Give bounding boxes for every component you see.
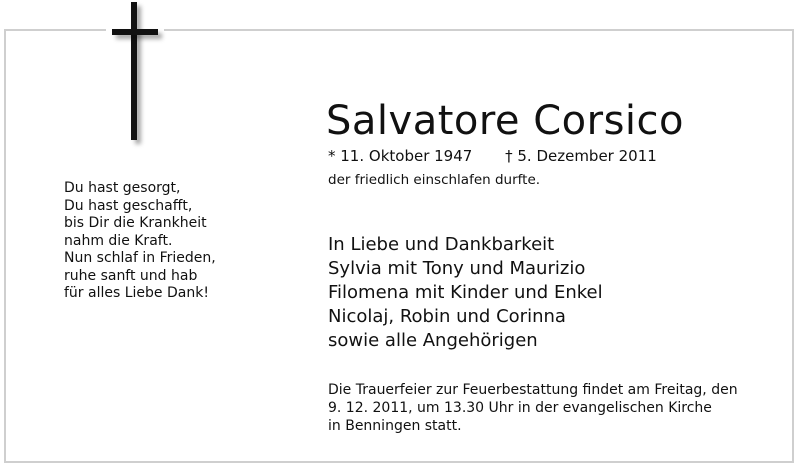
service-info: [328, 381, 738, 435]
birth-date: * 11. Oktober 1947: [328, 147, 473, 165]
cross-vertical-beam: [131, 2, 137, 140]
mourners-line: Sylvia mit Tony und Maurizio: [328, 258, 586, 279]
mourners-line: Nicolaj, Robin und Corinna: [328, 306, 566, 327]
mourners-line: Filomena mit Kinder und Enkel: [328, 282, 603, 303]
poem-line: Du hast geschafft,: [64, 197, 193, 214]
subline: der friedlich einschlafen durfte.: [328, 172, 541, 188]
mourners: [328, 233, 603, 353]
cross-horizontal-beam: [112, 29, 158, 35]
poem-line: bis Dir die Krankheit: [64, 215, 207, 231]
life-dates: [328, 147, 657, 165]
poem-line: nahm die Kraft.: [64, 232, 173, 249]
poem: [64, 180, 216, 303]
mourners-line: sowie alle Angehörigen: [328, 330, 538, 351]
deceased-name: Salvatore Corsico: [326, 98, 685, 144]
service-line: 9. 12. 2011, um 13.30 Uhr in der evangelischen Kirche: [328, 400, 712, 416]
poem-line: ruhe sanft und hab: [64, 267, 198, 284]
poem-line: Du hast gesorgt,: [64, 180, 181, 196]
poem-line: für alles Liebe Dank!: [64, 285, 209, 301]
poem-line: Nun schlaf in Frieden,: [64, 250, 216, 266]
cross-icon: [108, 0, 162, 150]
death-date: † 5. Dezember 2011: [505, 147, 657, 165]
mourners-line: In Liebe und Dankbarkeit: [328, 234, 555, 255]
service-line: Die Trauerfeier zur Feuerbestattung findet am Freitag, den: [328, 382, 738, 398]
service-line: in Benningen statt.: [328, 418, 462, 434]
